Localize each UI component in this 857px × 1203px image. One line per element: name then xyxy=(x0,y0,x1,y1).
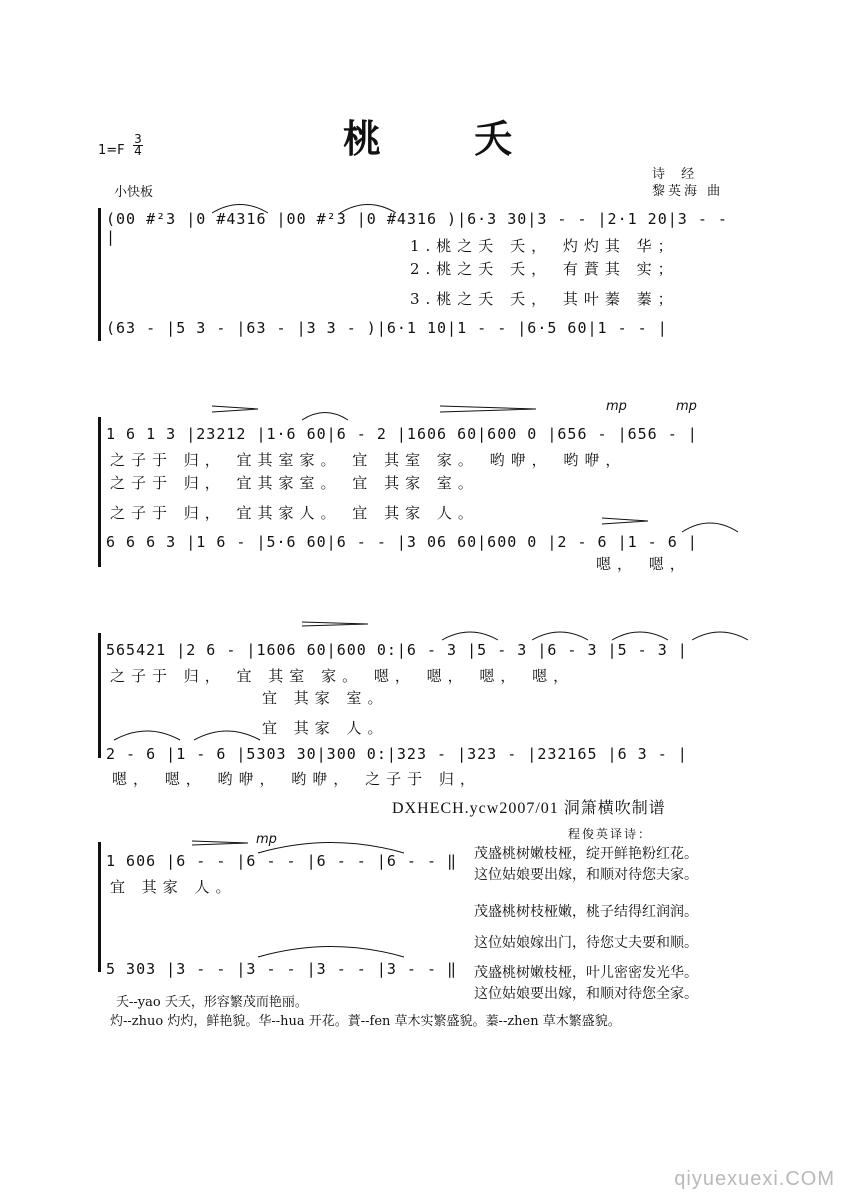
slur xyxy=(690,627,750,641)
lyric-verse-1: 之子于 归， 宜其室家。 宜 其室 家。 哟咿， 哟咿， xyxy=(110,451,627,469)
dynamic-mp: mp xyxy=(606,399,627,414)
lower-lyric: 嗯， 嗯， 哟咿， 哟咿， 之子于 归， xyxy=(112,770,481,788)
lyric-verse-1: 之子于 归， 宜 其室 家。 嗯， 嗯， 嗯， 嗯， xyxy=(110,667,575,685)
lyric-verse-2: 之子于 归， 宜其家室。 宜 其家 室。 xyxy=(110,474,479,492)
decrescendo-mark xyxy=(300,619,370,629)
upper-melody: (00 #²3 |0 #4316 |00 #²3 |0 #4316 )|6·3 30|3 - - |2·1 20|3 - - | xyxy=(106,210,728,246)
lower-melody: 6 6 6 3 |1 6 - |5·6 60|6 - - |3 06 60|600 0 |2 - 6 |1 - 6 | xyxy=(106,533,698,551)
composer-credit: 黎英海 曲 xyxy=(652,184,724,199)
lyric-verse-1: 宜 其家 人。 xyxy=(110,878,237,896)
score-system-2 xyxy=(90,399,746,575)
slur xyxy=(680,517,740,533)
slur xyxy=(192,725,262,741)
lyric-verse-2: 2.桃之夭 夭， 有蕡其 实； xyxy=(410,260,679,278)
time-signature-bottom: 4 xyxy=(134,144,142,158)
lower-melody: 5 303 |3 - - |3 - - |3 - - |3 - - ‖ xyxy=(106,960,458,978)
translation-line: 这位姑娘要出嫁，和顺对待您全家。 xyxy=(474,986,698,1002)
upper-melody: 565421 |2 6 - |1606 60|600 0:|6 - 3 |5 - 3 |6 - 3 |5 - 3 | xyxy=(106,641,688,659)
upper-melody: 1 606 |6 - - |6 - - |6 - - |6 - - ‖ xyxy=(106,852,458,870)
dynamic-mp: mp xyxy=(676,399,697,414)
slur xyxy=(530,627,590,641)
lyric-verse-3: 宜 其家 人。 xyxy=(262,719,389,737)
score-system-1 xyxy=(90,200,746,350)
lower-lyric: 嗯， 嗯， xyxy=(596,555,691,573)
time-signature xyxy=(133,134,143,157)
lower-melody: 2 - 6 |1 - 6 |5303 30|300 0:|323 - |323 - |232165 |6 3 - | xyxy=(106,745,688,763)
transcriber-signature: DXHECH.ycw2007/01 洞箫横吹制谱 xyxy=(392,800,666,817)
decrescendo-mark xyxy=(600,515,650,527)
translation-line: 这位姑娘嫁出门，待您丈夫要和顺。 xyxy=(474,935,698,951)
dynamic-mp: mp xyxy=(256,832,277,847)
watermark: qiyuexuexi.COM xyxy=(674,1168,835,1190)
lower-melody: (63 - |5 3 - |63 - |3 3 - )|6·1 10|1 - - |6·5 60|1 - - | xyxy=(106,319,668,337)
lyric-verse-2: 宜 其家 室。 xyxy=(262,689,389,707)
translation-line: 茂盛桃树嫩枝桠，叶儿密密发光华。 xyxy=(474,965,698,981)
crescendo-mark xyxy=(210,403,260,415)
annotation-note: 夭--yao 夭夭，形容繁茂而艳丽。 xyxy=(116,995,308,1010)
slur xyxy=(610,627,670,641)
slur xyxy=(440,627,500,641)
upper-melody: 1 6 1 3 |23212 |1·6 60|6 - 2 |1606 60|600 0 |656 - |656 - | xyxy=(106,425,698,443)
translation-line: 这位姑娘要出嫁，和顺对待您夫家。 xyxy=(474,867,698,883)
lyricist-credit: 诗 经 xyxy=(652,167,701,182)
annotation-note: 灼--zhuo 灼灼，鲜艳貌。华--hua 开花。蕡--fen 草木实繁盛貌。蓁--zhen 草木繁盛貌。 xyxy=(110,1014,621,1029)
crescendo-mark xyxy=(438,403,538,415)
time-signature-top: 3 xyxy=(134,132,142,146)
key-signature: 1=F xyxy=(98,143,125,158)
page-title: 桃 夭 xyxy=(343,116,553,161)
lyric-verse-3: 3.桃之夭 夭， 其叶蓁 蓁； xyxy=(410,290,679,308)
decrescendo-mark xyxy=(190,838,250,848)
translation-line: 茂盛桃树枝桠嫩，桃子结得红润润。 xyxy=(474,904,698,920)
tempo-marking: 小快板 xyxy=(114,185,154,200)
lyric-verse-1: 1.桃之夭 夭， 灼灼其 华； xyxy=(410,237,679,255)
lyric-verse-3: 之子于 归， 宜其家人。 宜 其家 人。 xyxy=(110,504,479,522)
slur xyxy=(300,407,350,421)
score-system-3 xyxy=(90,625,746,795)
translation-heading: 程俊英译诗： xyxy=(568,827,653,841)
translation-line: 茂盛桃树嫩枝桠，绽开鲜艳粉红花。 xyxy=(474,846,698,862)
slur xyxy=(112,725,182,741)
tie xyxy=(256,940,406,958)
